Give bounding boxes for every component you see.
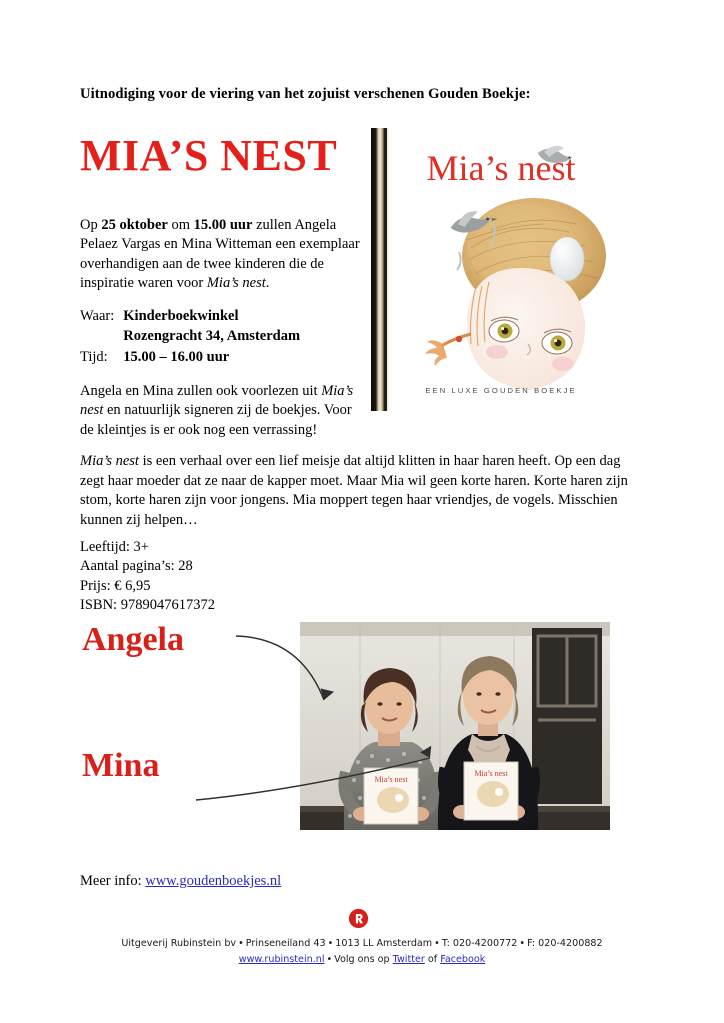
reading-part2: en natuurlijk signeren zij de boekjes. Voor de kleintjes is er ook nog een verrassing!: [80, 402, 352, 438]
footer-company: Uitgeverij Rubinstein bv: [121, 938, 237, 949]
venue-table: [80, 307, 300, 368]
footer-line-1: [0, 936, 724, 952]
intro-part1: Op: [80, 217, 102, 233]
footer-of-text: of: [424, 953, 441, 965]
page-title: MIA’S NEST: [80, 131, 338, 180]
intro-part2: om: [167, 217, 194, 233]
time-label: Tijd:: [80, 348, 108, 365]
footer-phone: T: 020-4200772: [441, 938, 518, 949]
footer-fax: F: 020-4200882: [527, 938, 603, 949]
book-specifications: [80, 538, 380, 616]
venue-label-empty: [80, 327, 123, 347]
book-title-italic: Mia’s nest: [206, 274, 266, 291]
spec-isbn: ISBN: 9789047617372: [80, 597, 215, 614]
twitter-link[interactable]: Twitter: [392, 953, 425, 965]
time-value: 15.00 – 16.00 uur: [123, 348, 230, 365]
footer-follow-text: Volg ons op: [334, 953, 393, 965]
page-footer: [0, 936, 724, 967]
footer-bullet-2: •: [327, 938, 334, 949]
intro-part3: zullen Angela Pelaez Vargas en Mina Witteman een exemplaar overhandigen aan de twee kinderen die de inspiratie waren voor: [80, 217, 360, 291]
footer-bullet-3: •: [434, 938, 440, 949]
goudenboekjes-link[interactable]: www.goudenboekjes.nl: [145, 873, 282, 889]
venue-label: Waar:: [80, 308, 115, 325]
event-date: 25 oktober: [101, 217, 168, 233]
reading-paragraph: [80, 382, 368, 440]
spec-pages: Aantal pagina’s: 28: [80, 558, 193, 575]
event-time: 15.00 uur: [193, 217, 253, 233]
intro-part4: .: [265, 274, 270, 291]
authors-photo: [300, 622, 610, 830]
book-title-italic-2: Mia’s nest: [80, 382, 354, 419]
synopsis-paragraph: [80, 452, 640, 530]
time-row: [80, 348, 300, 368]
footer-bullet-1: •: [238, 938, 244, 949]
svg-text:Mia’s nest: Mia’s nest: [474, 769, 508, 778]
venue-address-row: [80, 327, 300, 347]
rubinstein-website-link[interactable]: www.rubinstein.nl: [238, 953, 325, 965]
event-details-column: [80, 216, 368, 440]
authors-photo-illustration: [300, 622, 610, 830]
book-title-italic-3: Mia’s nest: [80, 453, 139, 469]
footer-line-2: [0, 952, 724, 968]
more-info-line: [80, 872, 281, 891]
spec-age: Leeftijd: 3+: [80, 539, 149, 555]
cover-title-text: Mia’s nest: [426, 148, 576, 188]
intro-paragraph: [80, 216, 368, 293]
footer-bullet-5: •: [326, 953, 333, 965]
invitation-heading: Uitnodiging voor de viering van het zojuist verschenen Gouden Boekje:: [80, 86, 531, 102]
rubinstein-logo-icon: [348, 908, 369, 929]
footer-bullet-4: •: [519, 938, 526, 949]
venue-row: [80, 307, 300, 327]
venue-name: Kinderboekwinkel: [123, 308, 239, 325]
svg-text:Mia’s nest: Mia’s nest: [374, 775, 408, 784]
annotation-label-angela: Angela: [82, 621, 184, 658]
book-cover-illustration: [371, 128, 614, 411]
spec-price: Prijs: € 6,95: [80, 577, 151, 594]
venue-address: Rozengracht 34, Amsterdam: [123, 328, 301, 345]
footer-city: 1013 LL Amsterdam: [335, 938, 433, 949]
reading-part1: Angela en Mina zullen ook voorlezen uit: [80, 382, 322, 399]
synopsis-text: is een verhaal over een lief meisje dat altijd klitten in haar haren heeft. Op een dag zegt haar moeder dat ze naar de kapper moet. Maar Mia wil geen korte haren. Korte haren zijn stom, korte haren zijn voor jongens. Mia moppert tegen haar vriendjes, de vogels. Misschien kunnen zij helpen…: [80, 453, 628, 528]
facebook-link[interactable]: Facebook: [440, 953, 486, 965]
more-info-label: Meer info:: [80, 873, 146, 889]
footer-address: Prinseneiland 43: [245, 938, 326, 949]
cover-strapline-text: EEN LUXE GOUDEN BOEKJE: [425, 386, 577, 395]
book-cover-image: [371, 128, 614, 411]
annotation-label-mina: Mina: [82, 747, 160, 784]
